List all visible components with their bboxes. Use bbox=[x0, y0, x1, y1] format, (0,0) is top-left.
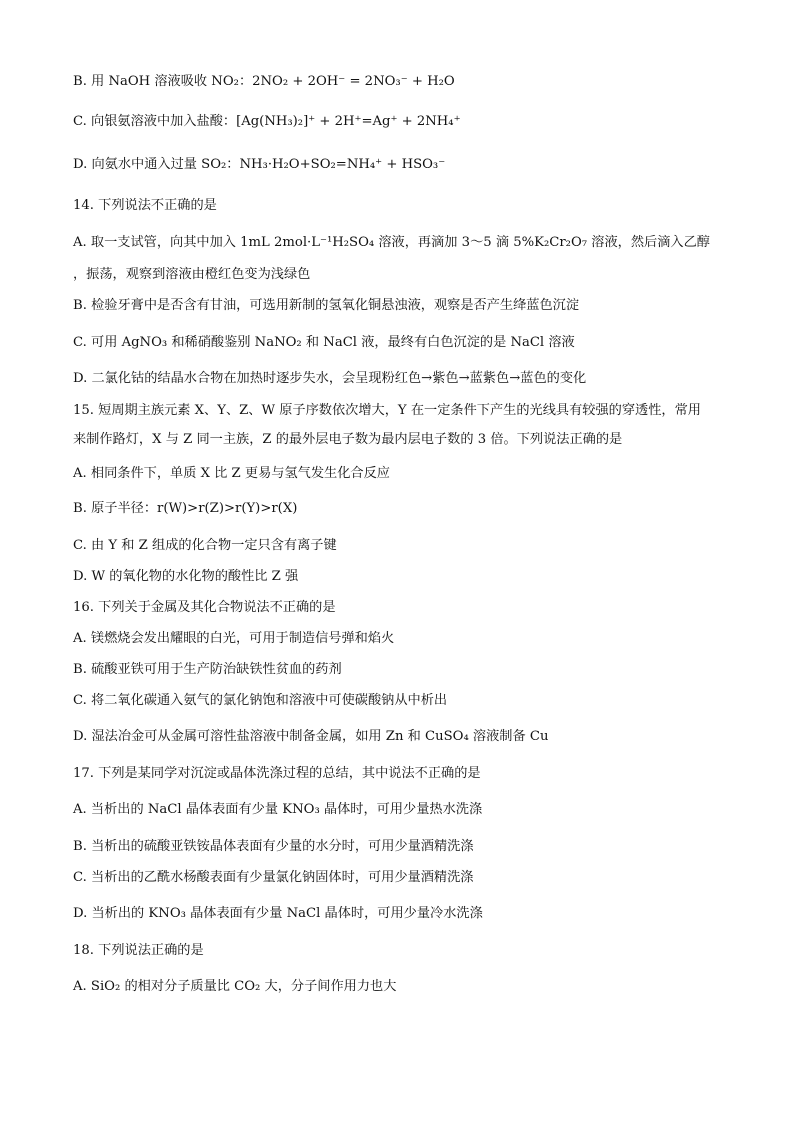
option-13-d: D. 向氨水中通入过量 SO₂：NH₃·H₂O+SO₂=NH₄⁺ + HSO₃⁻ bbox=[73, 157, 446, 172]
option-14-d: D. 二氯化钴的结晶水合物在加热时逐步失水，会呈现粉红色→紫色→蓝紫色→蓝色的变化 bbox=[73, 371, 587, 386]
option-14-b: B. 检验牙膏中是否含有甘油，可选用新制的氢氧化铜悬浊液，观察是否产生绛蓝色沉淀 bbox=[73, 298, 580, 313]
option-15-d: D. W 的氧化物的水化物的酸性比 Z 强 bbox=[73, 569, 299, 584]
question-16: 16. 下列关于金属及其化合物说法不正确的是 bbox=[73, 600, 336, 615]
option-18-a: A. SiO₂ 的相对分子质量比 CO₂ 大，分子间作用力也大 bbox=[73, 979, 397, 994]
option-17-b: B. 当析出的硫酸亚铁铵晶体表面有少量的水分时，可用少量酒精洗涤 bbox=[73, 839, 474, 854]
option-14-a: A. 取一支试管，向其中加入 1mL 2mol·L⁻¹H₂SO₄ 溶液，再滴加 3～5 滴 5%K₂Cr₂O₇ 溶液，然后滴入乙醇 bbox=[73, 235, 710, 250]
option-13-b: B. 用 NaOH 溶液吸收 NO₂：2NO₂ + 2OH⁻ = 2NO₃⁻ + H₂O bbox=[73, 74, 455, 89]
option-17-a: A. 当析出的 NaCl 晶体表面有少量 KNO₃ 晶体时，可用少量热水洗涤 bbox=[73, 802, 483, 817]
option-15-b: B. 原子半径：r(W)>r(Z)>r(Y)>r(X) bbox=[73, 501, 298, 516]
option-16-b: B. 硫酸亚铁可用于生产防治缺铁性贫血的药剂 bbox=[73, 662, 342, 677]
option-16-d: D. 湿法冶金可从金属可溶性盐溶液中制备金属，如用 Zn 和 CuSO₄ 溶液制备 Cu bbox=[73, 729, 549, 744]
question-17: 17. 下列是某同学对沉淀或晶体洗涤过程的总结，其中说法不正确的是 bbox=[73, 766, 481, 781]
option-14-c: C. 可用 AgNO₃ 和稀硝酸鉴别 NaNO₂ 和 NaCl 液，最终有白色沉淀的是 NaCl 溶液 bbox=[73, 335, 575, 350]
option-15-a: A. 相同条件下，单质 X 比 Z 更易与氢气发生化合反应 bbox=[73, 466, 390, 481]
question-18: 18. 下列说法正确的是 bbox=[73, 943, 204, 958]
question-15-cont: 来制作路灯，X 与 Z 同一主族，Z 的最外层电子数为最内层电子数的 3 倍。下列说法正确的是 bbox=[73, 432, 623, 447]
option-13-c: C. 向银氨溶液中加入盐酸：[Ag(NH₃)₂]⁺ + 2H⁺=Ag⁺ + 2NH₄⁺ bbox=[73, 114, 461, 129]
question-15: 15. 短周期主族元素 X、Y、Z、W 原子序数依次增大，Y 在一定条件下产生的光线具有较强的穿透性，常用 bbox=[73, 403, 701, 418]
option-14-a-cont: ，振荡，观察到溶液由橙红色变为浅绿色 bbox=[73, 267, 311, 282]
question-14: 14. 下列说法不正确的是 bbox=[73, 198, 217, 213]
option-16-c: C. 将二氧化碳通入氨气的氯化钠饱和溶液中可使碳酸钠从中析出 bbox=[73, 693, 448, 708]
option-15-c: C. 由 Y 和 Z 组成的化合物一定只含有离子键 bbox=[73, 538, 337, 553]
option-17-d: D. 当析出的 KNO₃ 晶体表面有少量 NaCl 晶体时，可用少量冷水洗涤 bbox=[73, 906, 483, 921]
option-17-c: C. 当析出的乙酰水杨酸表面有少量氯化钠固体时，可用少量酒精洗涤 bbox=[73, 870, 474, 885]
option-16-a: A. 镁燃烧会发出耀眼的白光，可用于制造信号弹和焰火 bbox=[73, 631, 395, 646]
